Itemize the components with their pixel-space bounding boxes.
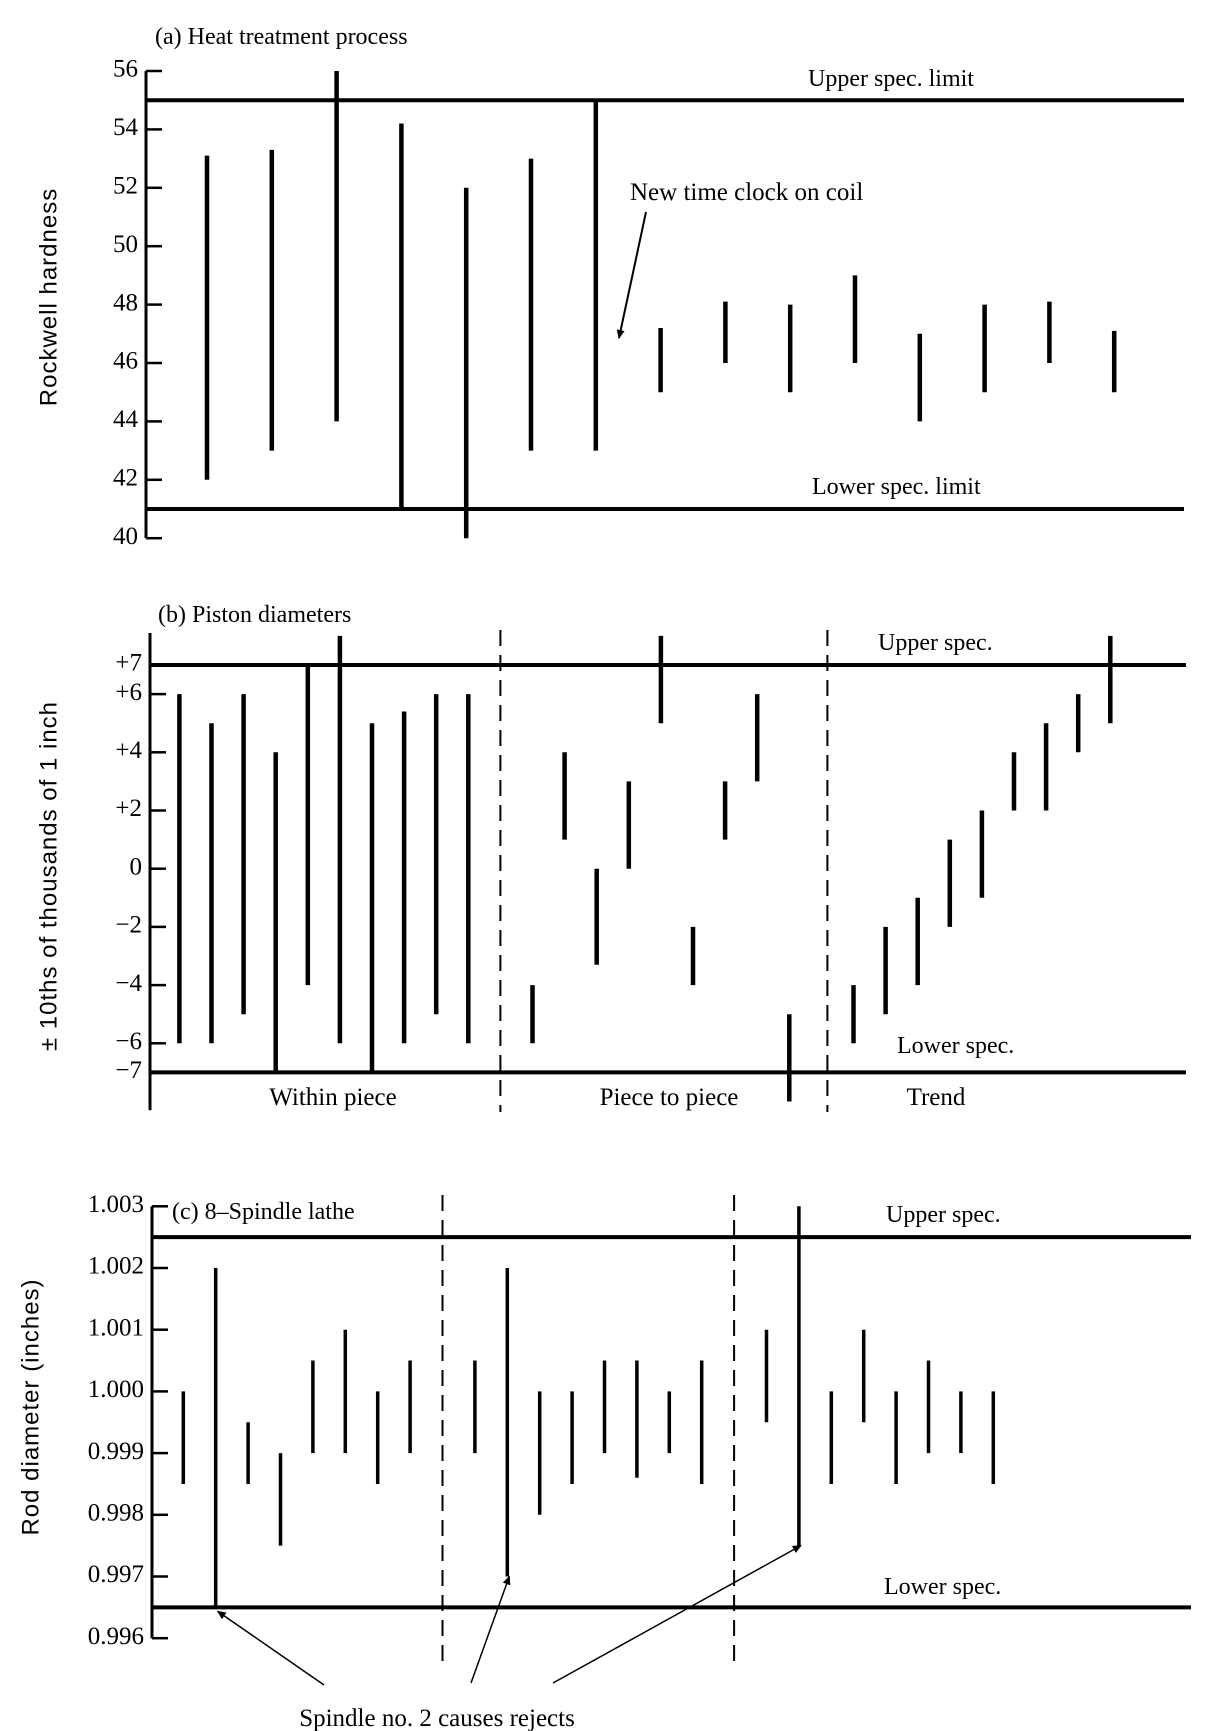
section-label: Piece to piece: [599, 1084, 739, 1111]
annotation-text: New time clock on coil: [630, 179, 864, 206]
chart-title: (a) Heat treatment process: [155, 24, 408, 50]
lower-spec-label: Lower spec.: [897, 1033, 1015, 1059]
panel-piston-diameters: [35, 602, 1186, 1112]
panel-spindle-lathe: [17, 1191, 1191, 1731]
y-tick-label: −6: [115, 1028, 142, 1056]
y-tick-label: 1.003: [87, 1191, 144, 1219]
annotation-arrow: [218, 1611, 324, 1685]
annotation-arrow: [471, 1577, 509, 1684]
y-tick-label: 40: [113, 522, 138, 550]
upper-spec-label: Upper spec.: [886, 1202, 1001, 1228]
y-tick-label: +7: [115, 649, 142, 677]
y-axis-label: ± 10ths of thousands of 1 inch: [35, 700, 63, 1052]
y-tick-label: 1.002: [87, 1252, 144, 1280]
y-tick-label: 52: [113, 172, 138, 200]
y-tick-label: 44: [113, 406, 138, 434]
panel-heat-treatment: [35, 24, 1184, 550]
annotation-arrow: [619, 212, 646, 338]
y-tick-label: 0.997: [87, 1561, 144, 1589]
section-label: Within piece: [269, 1084, 397, 1111]
y-tick-label: +2: [115, 795, 142, 823]
chart-title: (c) 8–Spindle lathe: [172, 1199, 355, 1225]
y-tick-label: 0.996: [87, 1622, 144, 1650]
y-tick-label: 46: [113, 347, 138, 375]
upper-spec-label: Upper spec.: [878, 630, 993, 656]
y-tick-label: +6: [115, 678, 142, 706]
chart-title: (b) Piston diameters: [158, 602, 352, 628]
y-tick-label: 0.998: [87, 1499, 144, 1527]
y-tick-label: 54: [113, 114, 138, 142]
y-tick-label: −2: [115, 911, 142, 939]
annotation-arrow: [553, 1546, 801, 1683]
y-tick-label: −4: [115, 969, 142, 997]
y-tick-label: 0.999: [87, 1437, 144, 1465]
y-tick-label: −7: [115, 1057, 142, 1085]
lower-spec-label: Lower spec.: [884, 1574, 1002, 1600]
y-tick-label: 1.001: [87, 1314, 144, 1342]
y-axis-label: Rockwell hardness: [35, 187, 63, 407]
y-axis-label: Rod diameter (inches): [17, 1278, 45, 1536]
lower-spec-label: Lower spec. limit: [812, 474, 981, 500]
y-tick-label: 1.000: [87, 1376, 144, 1404]
y-tick-label: +4: [115, 737, 142, 765]
y-tick-label: 56: [113, 55, 138, 83]
y-tick-label: 50: [113, 230, 138, 258]
y-tick-label: 0: [129, 853, 142, 881]
upper-spec-label: Upper spec. limit: [808, 66, 974, 92]
annotation-text: Spindle no. 2 causes rejects: [299, 1705, 575, 1731]
y-tick-label: 48: [113, 289, 138, 317]
y-tick-label: 42: [113, 464, 138, 492]
section-label: Trend: [906, 1084, 966, 1111]
